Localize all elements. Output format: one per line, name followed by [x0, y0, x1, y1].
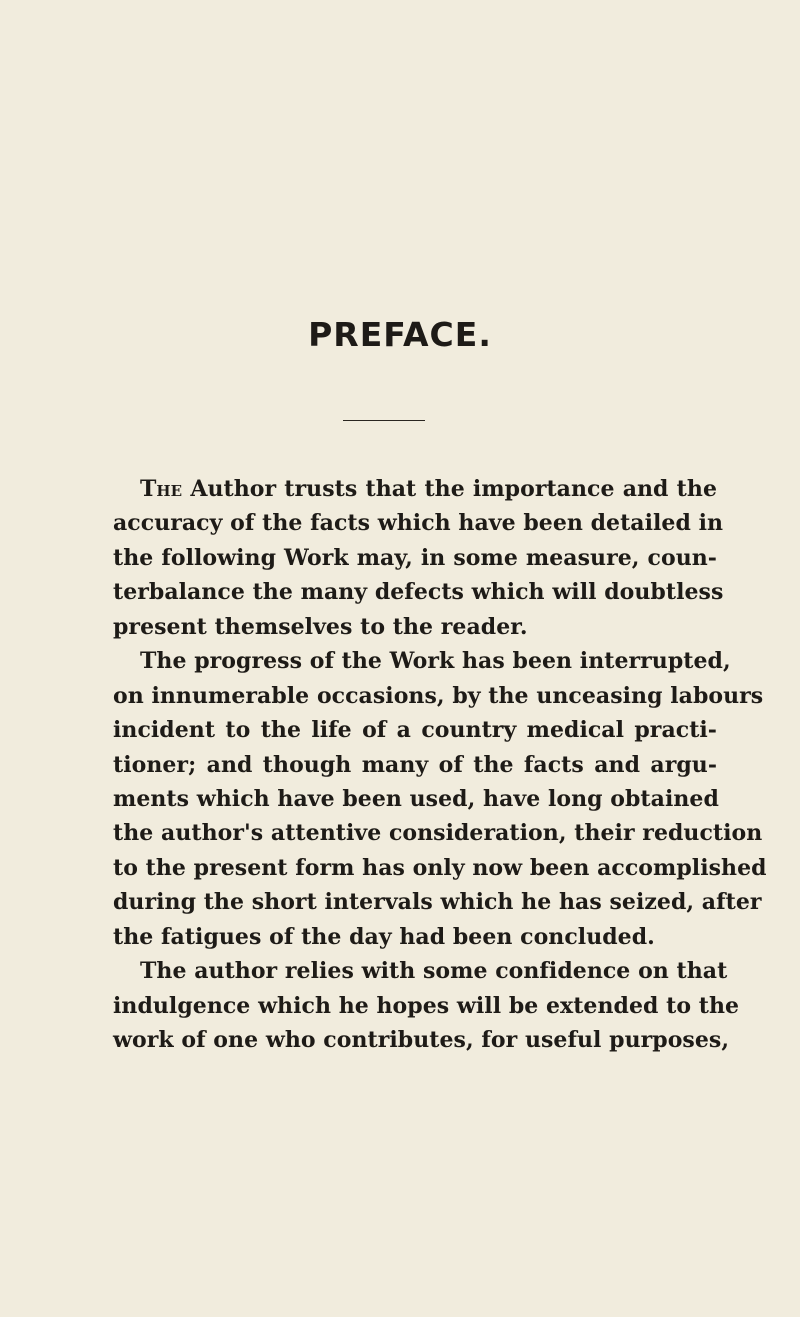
- paragraph-1-line-1: [113, 472, 717, 506]
- paragraph-2-line-3: incident to the life of a country medical practi-: [113, 717, 717, 744]
- paragraph-2-line-8: during the short intervals which he has seized, after: [113, 889, 762, 916]
- paragraph-2-line-5: ments which have been used, have long obtained: [113, 785, 719, 812]
- paragraph-2-line-6: the author's attentive consideration, their reduction: [113, 820, 763, 847]
- paragraph-3-line-3: work of one who contributes, for useful purposes,: [113, 1027, 730, 1053]
- page-title: PREFACE.: [308, 315, 492, 354]
- paragraph-2-line-1: The progress of the Work has been interrupted,: [140, 648, 731, 675]
- paragraph-2-line-4: tioner; and though many of the facts and argu-: [113, 751, 717, 778]
- paragraph-1-line-2: accuracy of the facts which have been detailed in: [113, 510, 724, 537]
- paragraph-1-line-1-text: Author trusts that the importance and the: [182, 476, 717, 502]
- paragraph-2-line-2: on innumerable occasions, by the unceasing labours: [113, 682, 764, 709]
- preface-body: [113, 472, 767, 1057]
- paragraph-1-line-4: terbalance the many defects which will doubtless: [113, 579, 724, 606]
- paragraph-3-line-1: The author relies with some confidence on that: [140, 958, 728, 985]
- paragraph-1-line-3: the following Work may, in some measure, coun-: [113, 544, 717, 571]
- opening-word: The: [140, 476, 183, 502]
- paragraph-2-line-9: the fatigues of the day had been concluded.: [113, 923, 655, 950]
- title-divider: [343, 420, 425, 421]
- paragraph-3-line-2: indulgence which he hopes will be extended to the: [113, 992, 740, 1019]
- paragraph-1-line-5: present themselves to the reader.: [113, 613, 528, 640]
- paragraph-2-line-7: to the present form has only now been accomplished: [113, 854, 767, 881]
